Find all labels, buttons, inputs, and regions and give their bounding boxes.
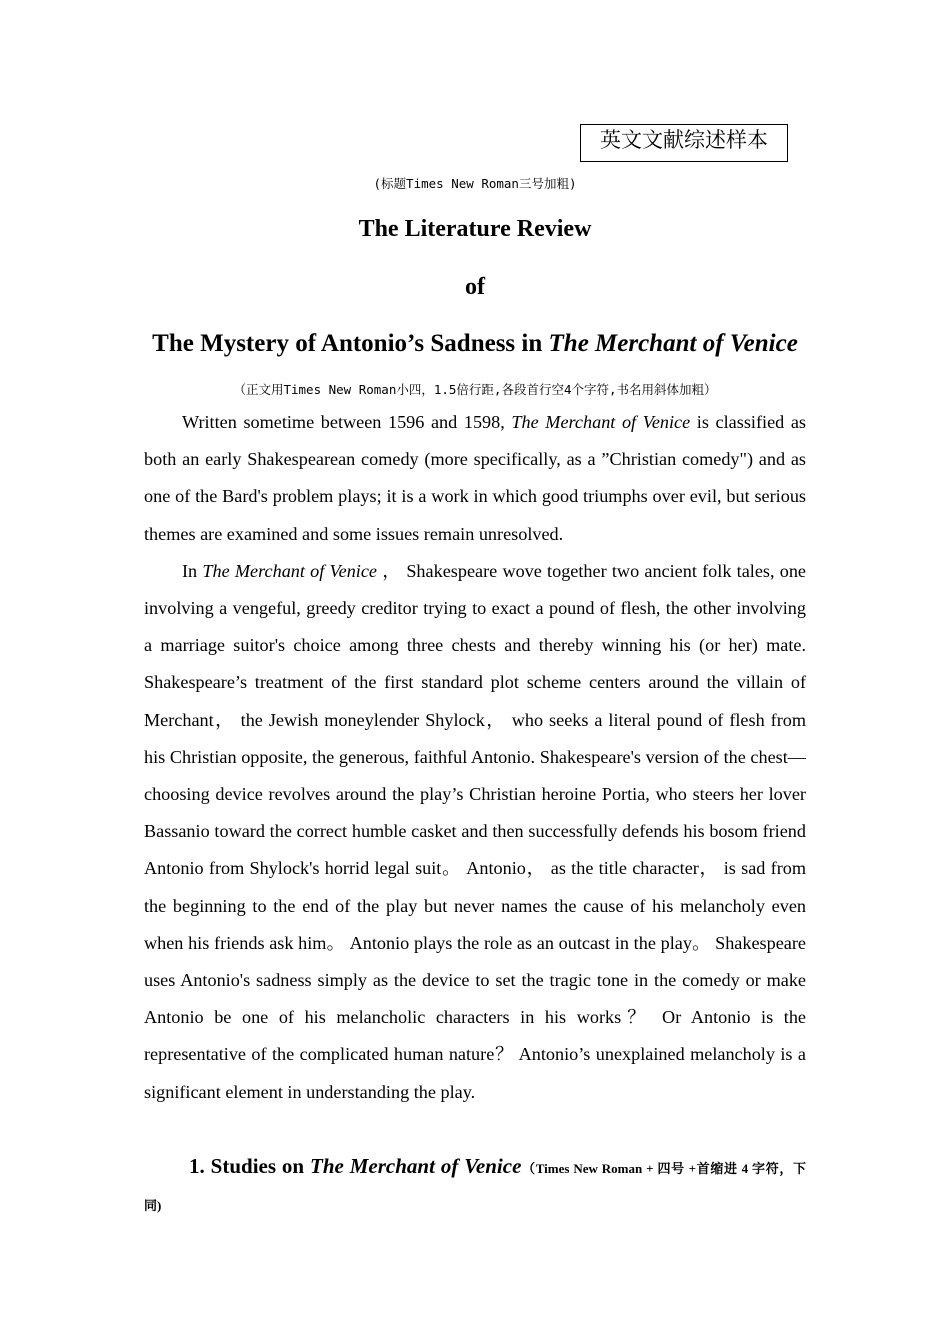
title-book-name: The Merchant of Venice [548,330,798,357]
title-line-1: The Literature Review [358,216,592,242]
section-1-format-note: （Times New Roman + 四号 +首缩进 4 字符，下同) [144,1161,807,1213]
body-text [144,404,806,1111]
sample-label-box [580,124,788,162]
section-1-title: The Merchant of Venice [310,1154,522,1178]
body-format-note: （正文用Times New Roman小四，1.5倍行距,各段首行空4个字符,书名用斜体加粗） [233,382,717,397]
title-line-3-prefix: The Mystery of Antonio’s Sadness in [152,330,549,357]
paragraph-2-text-a: In [182,560,203,581]
paragraph-1 [144,404,806,553]
paragraph-1-text-b: is classified as both an early Shakespearean comedy (more specifically, as a ”Christian comedy") and as one of the Bard's problem plays; it is a work in which good triumphs over evil, but serious themes are examined and some issues remain unresolved. [144,412,807,544]
paragraph-1-book-name: The Merchant of Venice [511,412,691,432]
title-line-3 [0,329,950,359]
section-1-number: 1. Studies on [189,1154,311,1178]
paragraph-1-text-a: Written sometime between 1596 and 1598, [182,412,512,432]
paragraph-2-text-b: ， Shakespeare wove together two ancient folk tales, one involving a vengeful, greedy creditor trying to exact a pound of flesh, the other involving a marriage suitor's choice among three chests and thereby winning his (or her) mate. Shakespeare’s treatment of the first standard plot scheme centers around the villain of Merchant， the Jewish moneylender Shylock， who seeks a literal pound of flesh from his Christian opposite, the generous, faithful Antonio. Shakespeare's version of the chest—choosing device revolves around the play’s Christian heroine Portia, who steers her lover Bassanio toward the correct humble casket and then successfully defends his bosom friend Antonio from Shylock's horrid legal suit。 Antonio， as the title character， is sad from the beginning to the end of the play but never names the cause of his melancholy even when his friends ask him。 Antonio plays the role as an outcast in the play。 Shakespeare uses Antonio's sadness simply as the device to set the tragic tone in the comedy or make Antonio be one of his melancholic characters in his works？ Or Antonio is the representative of the complicated human nature？ Antonio’s unexplained melancholy is a significant element in understanding the play. [144,560,807,1102]
title-line-2: of [465,274,485,300]
sample-label: 英文文献综述样本 [600,128,768,152]
section-1-heading [144,1148,806,1224]
paragraph-2-book-name: The Merchant of Venice [202,560,377,581]
title-format-note: (标题Times New Roman三号加粗) [373,176,577,191]
paragraph-2 [144,553,806,1111]
